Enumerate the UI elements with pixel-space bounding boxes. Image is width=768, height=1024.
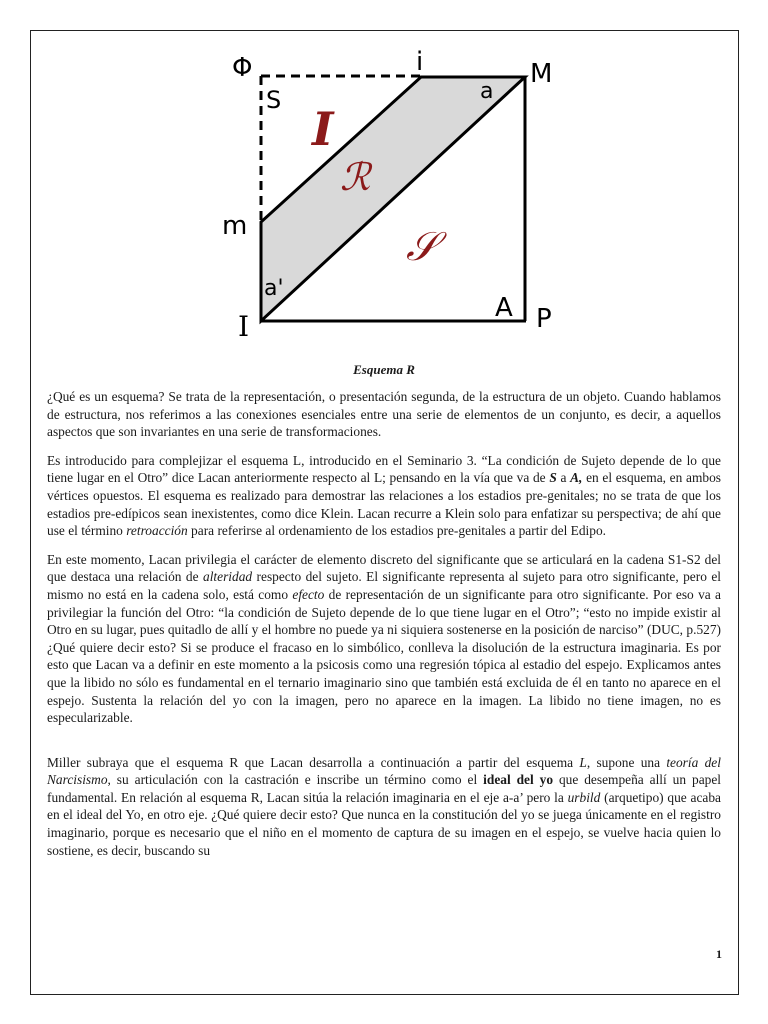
paragraph-3: En este momento, Lacan privilegia el carácter de elemento discreto del significante que se articulará en la cadena S1-S2 del que destaca una relación de alteridad respecto del sujeto. El significante representa al sujeto para otro significante, pero el mismo no está en la cadena solo, está como efecto de representación de un significante para otro significante. Por eso va a privilegiar la función del Otro: “la condición de Sujeto depende de lo que tiene lugar en el Otro”; “esto no impide existir al Otro en su lugar, pues quitadlo de allí y el hombre no puede ya ni siquiera sostenerse en la posición de narciso” (DUC, p.527) ¿Qué quiere decir esto? Si se produce el fracaso en lo simbólico, conlleva la disolución de la estructura imaginaria. Es por esto que Lacan va a definir en este momento a la psicosis como una regresión tópica al estadio del espejo. Explicamos antes que la libido no sólo es fundamental en el ternario imaginario sino que también está excluida de él en tanto no aparece en el espejo. Sustenta la relación del yo con la imagen, pero no aparece en la imagen. La libido no tiene imagen, no es especularizable. — [47, 551, 721, 726]
page-number: 1 — [716, 947, 722, 961]
label-S: S — [266, 86, 282, 114]
label-a-prime: a' — [264, 276, 284, 301]
label-m: m — [222, 211, 248, 241]
label-imaginary-I: I — [312, 102, 334, 156]
schema-r-diagram — [200, 40, 580, 350]
label-i: i — [416, 47, 424, 77]
label-a: a — [480, 79, 494, 104]
paragraph-4: Miller subraya que el esquema R que Lacan desarrolla a continuación a partir del esquema L, supone una teoría del Narcisismo, su articulación con la castración e inscribe un término como el ideal del yo que desempeña allí un papel fundamental. En relación al esquema R, Lacan sitúa la relación imaginaria en el eje a-a’ pero la urbild (arquetipo) que acaba en el ideal del Yo, en otro eje. ¿Qué quiere decir esto? Que nunca en la constitución del yo se juega únicamente en el registro imaginario, porque es necesario que el niño en el momento de captura de su imagen en el espejo, se vuelve hacia quien lo sostiene, es decir, buscando su — [47, 754, 721, 858]
label-phi: Φ — [232, 53, 253, 83]
body-text — [47, 388, 721, 870]
label-symbolic-S: 𝒮 — [406, 224, 437, 270]
paragraph-1: ¿Qué es un esquema? Se trata de la representación, o presentación segunda, de la estructura de un objeto. Cuando hablamos de estructura, nos referimos a las conexiones esenciales entre una serie de elementos de un conjunto, es decir, a aquellos aspectos que son invariantes en una serie de transformaciones. — [47, 389, 721, 440]
paragraph-2: Es introducido para complejizar el esquema L, introducido en el Seminario 3. “La condición de Sujeto depende de lo que tiene lugar en el Otro” dice Lacan anteriormente respecto al L; pensando en la vía que va de S a A, en el esquema, en ambos vértices opuestos. El esquema es realizado para demostrar las relaciones a los estadios pre-genitales; no se trata de que los estadios pre-edípicos sean inexistentes, como dice Klein. Lacan recurre a Klein solo para enfatizar su perspectiva; de ahí que use el término retroacción para referirse al ordenamiento de los estadios pre-genitales a partir del Edipo. — [47, 452, 721, 539]
label-real-R: ℛ — [340, 155, 371, 199]
label-A: A — [495, 293, 513, 323]
figure-caption: Esquema R — [353, 362, 415, 377]
label-P: P — [536, 304, 552, 334]
label-I-corner: I — [238, 310, 250, 343]
label-M: M — [530, 59, 553, 89]
imaginary-band — [261, 77, 525, 321]
